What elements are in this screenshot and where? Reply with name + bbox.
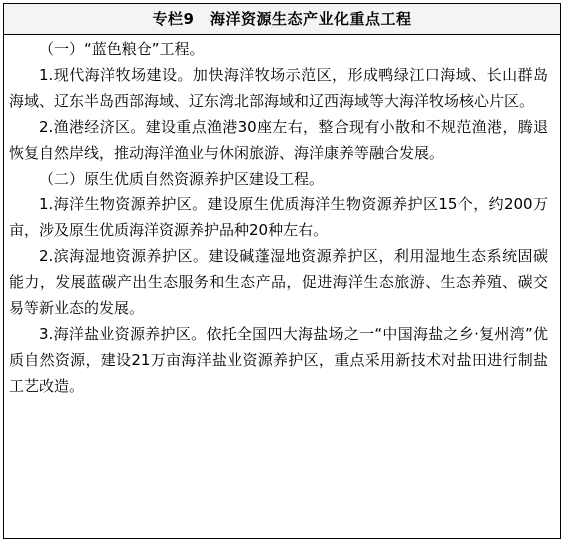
- section-heading-resource-conservation: （二）原生优质自然资源养护区建设工程。: [39, 169, 325, 188]
- item-fishing-port-zone: 2.渔港经济区。建设重点渔港30座左右，整合现有小散和不规范渔港，腾退恢复自然岸线，推动海洋渔业与休闲旅游、海洋康养等融合发展。: [9, 117, 548, 162]
- item-marine-ranch: 1.现代海洋牧场建设。加快海洋牧场示范区，形成鸭绿江口海域、长山群岛海域、辽东半岛西部海域、辽东湾北部海域和辽西海域等大海洋牧场核心片区。: [9, 65, 548, 110]
- column-box: [3, 3, 561, 539]
- item-coastal-wetland-reserve: 2.滨海湿地资源养护区。建设碱蓬湿地资源养护区，利用湿地生态系统固碳能力，发展蓝碳产出生态服务和生态产品，促进海洋生态旅游、生态养殖、碳交易等新业态的发展。: [9, 247, 548, 318]
- column-title: 专栏9 海洋资源生态产业化重点工程: [4, 4, 560, 35]
- section-heading-blue-granary: （一）“蓝色粮仓”工程。: [39, 40, 205, 58]
- column-content: [4, 35, 560, 400]
- item-sea-salt-reserve: 3.海洋盐业资源养护区。依托全国四大海盐场之一“中国海盐之乡·复州湾”优质自然资源，建设21万亩海洋盐业资源养护区，重点采用新技术对盐田进行制盐工艺改造。: [9, 324, 548, 395]
- item-marine-biological-reserve: 1.海洋生物资源养护区。建设原生优质海洋生物资源养护区15个，约200万亩，涉及原生优质海洋资源养护品种20种左右。: [9, 195, 548, 240]
